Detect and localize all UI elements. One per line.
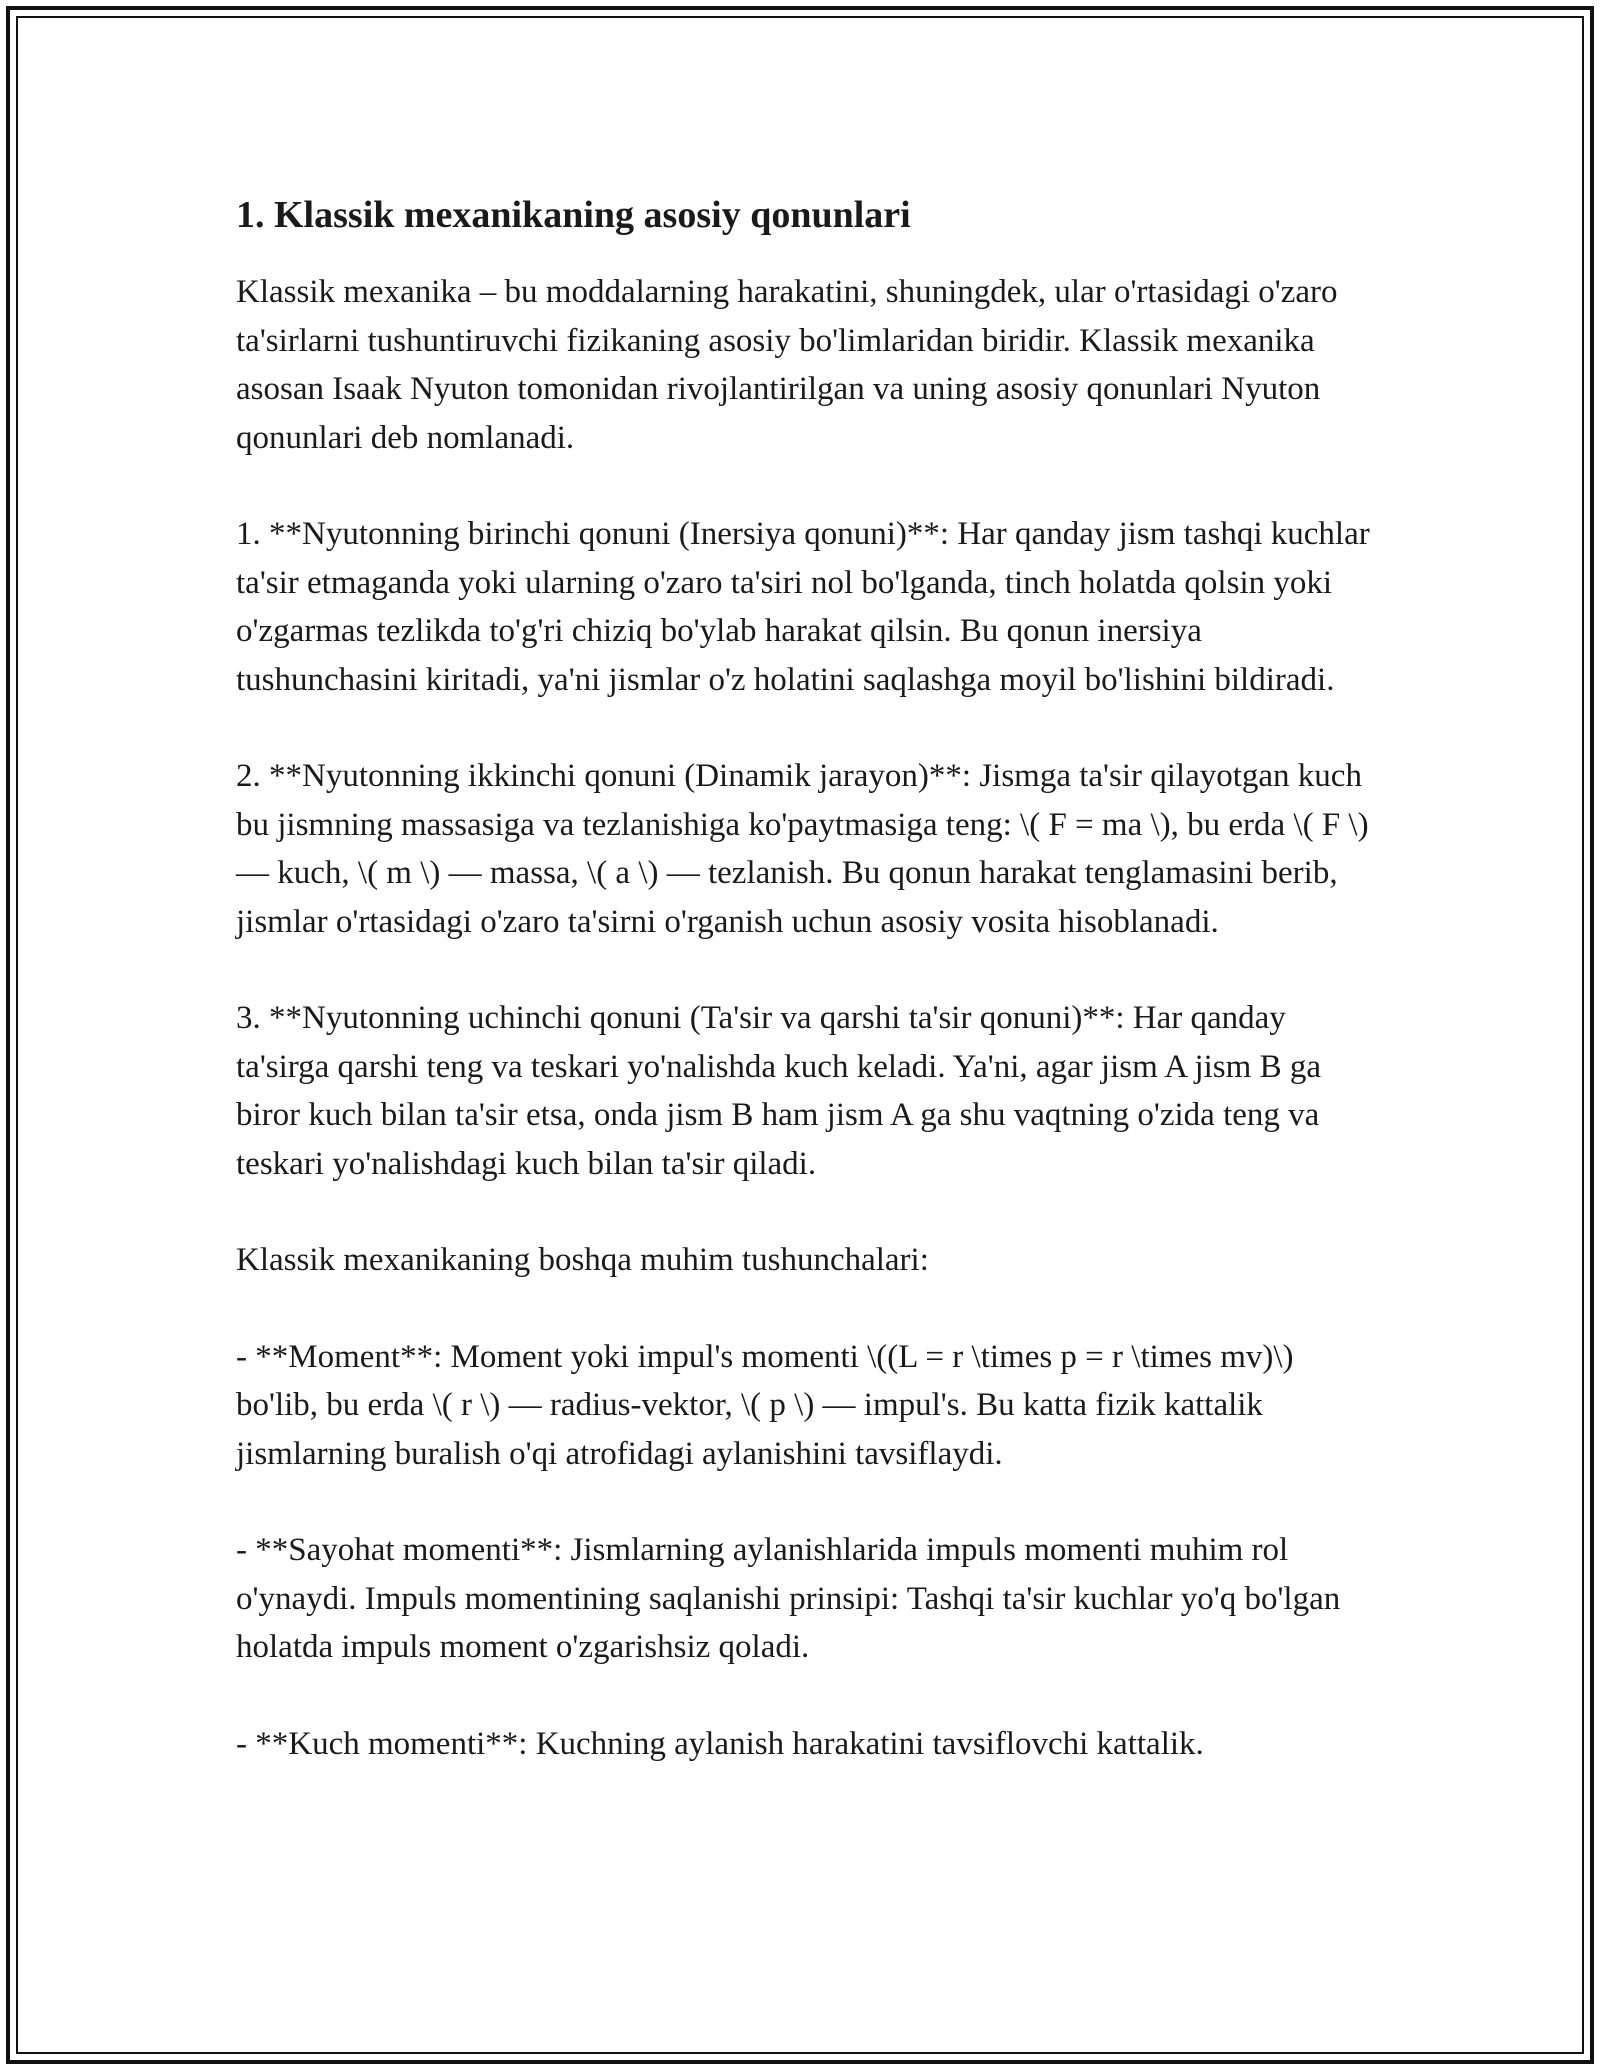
third-law-paragraph: 3. **Nyutonning uchinchi qonuni (Ta'sir va qarshi ta'sir qonuni)**: Har qanday ta'sirga qarshi teng va teskari yo'nalishda kuch keladi. Ya'ni, agar jism A jism B ga biror kuch bilan ta'sir etsa, onda jism B ham jism A ga shu vaqtning o'zida teng va teskari yo'nalishdagi kuch bilan ta'sir qiladi. <box>236 1000 1321 1182</box>
document-body <box>236 184 1376 1816</box>
page-title: 1. Klassik mexanikaning asosiy qonunlari <box>236 194 911 236</box>
moment-paragraph: - **Moment**: Moment yoki impul's momenti \((L = r \times p = r \times mv)\) bo'lib, bu erda \( r \) — radius-vektor, \( p \) — impul's. Bu katta fizik kattalik jismlarning buralish o'qi atrofidagi aylanishini tavsiflaydi. <box>236 1338 1294 1472</box>
first-law-paragraph: 1. **Nyutonning birinchi qonuni (Inersiya qonuni)**: Har qanday jism tashqi kuchlar ta'sir etmaganda yoki ularning o'zaro ta'siri nol bo'lganda, tinch holatda qolsin yoki o'zgarmas tezlikda to'g'ri chiziq bo'ylab harakat qilsin. Bu qonun inersiya tushunchasini kiritadi, ya'ni jismlar o'z holatini saqlashga moyil bo'lishini bildiradi. <box>236 516 1370 698</box>
other-concepts-heading: Klassik mexanikaning boshqa muhim tushunchalari: <box>236 1242 929 1278</box>
angular-momentum-paragraph: - **Sayohat momenti**: Jismlarning aylanishlarida impuls momenti muhim rol o'ynaydi. Impuls momentining saqlanishi prinsipi: Tashqi ta'sir kuchlar yo'q bo'lgan holatda impuls moment o'zgarishsiz qoladi. <box>236 1532 1341 1665</box>
second-law-paragraph: 2. **Nyutonning ikkinchi qonuni (Dinamik jarayon)**: Jismga ta'sir qilayotgan kuch bu jismning massasiga va tezlanishiga ko'paytmasiga teng: \( F = ma \), bu erda \( F \) — kuch, \( m \) — massa, \( a \) — tezlanish. Bu qonun harakat tenglamasini berib, jismlar o'rtasidagi o'zaro ta'sirni o'rganish uchun asosiy vosita hisoblanadi. <box>236 758 1369 940</box>
torque-paragraph: - **Kuch momenti**: Kuchning aylanish harakatini tavsiflovchi kattalik. <box>236 1725 1204 1762</box>
intro-paragraph: Klassik mexanika – bu moddalarning harakatini, shuningdek, ular o'rtasidagi o'zaro ta'sirlarni tushuntiruvchi fizikaning asosiy bo'limlaridan biridir. Klassik mexanika asosan Isaak Nyuton tomonidan rivojlantirilgan va uning asosiy qonunlari Nyuton qonunlari deb nomlanadi. <box>236 274 1338 456</box>
